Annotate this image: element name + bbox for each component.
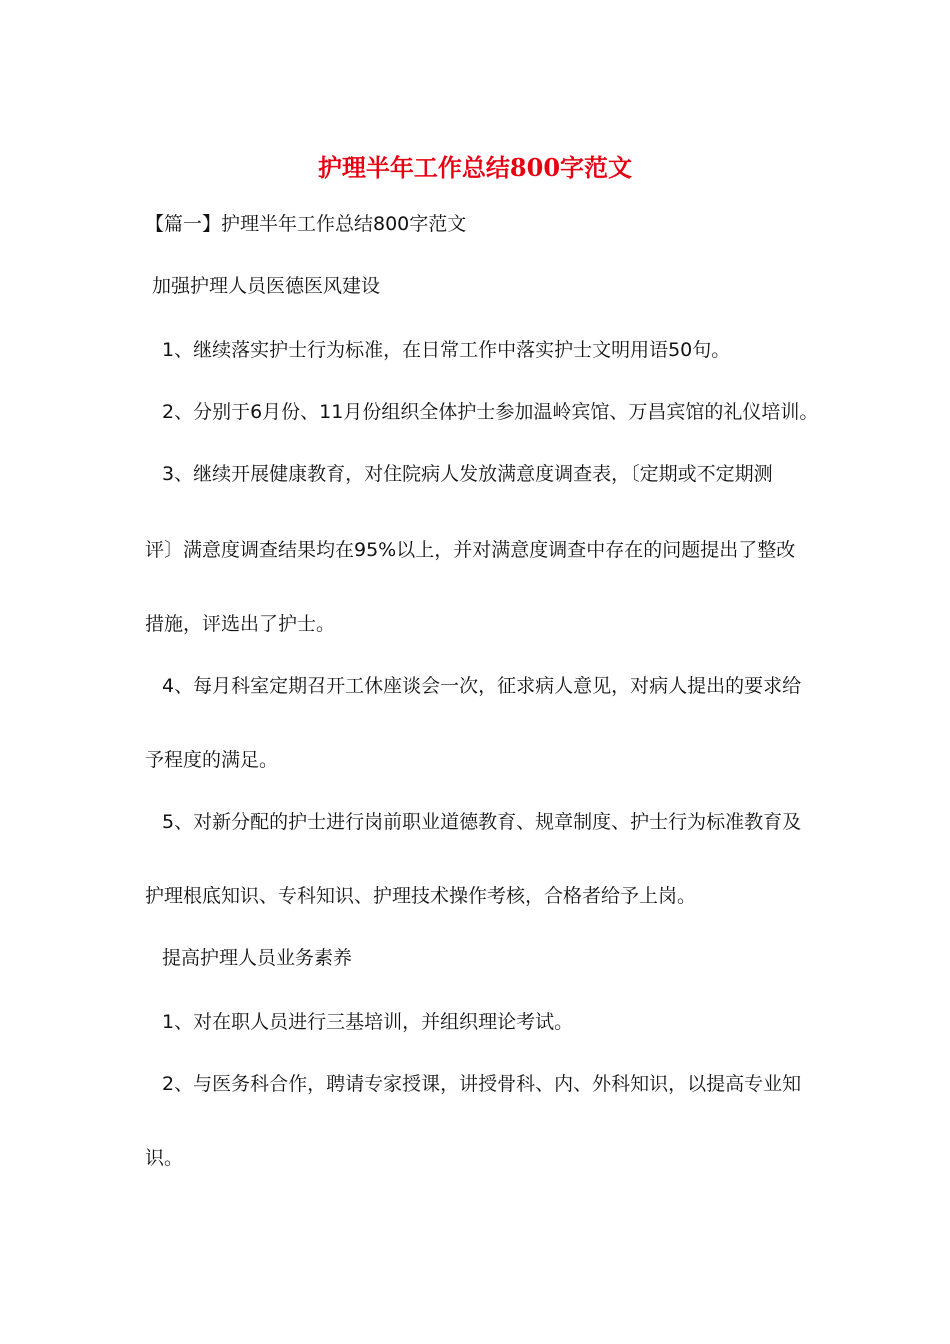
paragraph-continuation: 评〕满意度调查结果均在95%以上，并对满意度调查中存在的问题提出了整改 xyxy=(145,539,796,561)
subheading-ethics: 加强护理人员医德医风建设 xyxy=(152,275,381,297)
section-heading-part-one: 【篇一】护理半年工作总结800字范文 xyxy=(145,213,467,235)
paragraph-item: 2、与医务科合作，聘请专家授课，讲授骨科、内、外科知识，以提高专业知 xyxy=(162,1073,802,1095)
paragraph-continuation: 识。 xyxy=(145,1147,184,1169)
paragraph-item: 1、继续落实护士行为标准，在日常工作中落实护士文明用语50句。 xyxy=(162,339,731,361)
paragraph-item: 5、对新分配的护士进行岗前职业道德教育、规章制度、护士行为标准教育及 xyxy=(162,811,802,833)
paragraph-continuation: 措施，评选出了护士。 xyxy=(145,613,336,635)
paragraph-continuation: 予程度的满足。 xyxy=(145,749,279,771)
paragraph-item: 3、继续开展健康教育，对住院病人发放满意度调查表，〔定期或不定期测 xyxy=(162,463,773,485)
paragraph-item: 4、每月科室定期召开工休座谈会一次，征求病人意见，对病人提出的要求给 xyxy=(162,675,802,697)
paragraph-item: 1、对在职人员进行三基培训，并组织理论考试。 xyxy=(162,1011,574,1033)
document-title: 护理半年工作总结800字范文 xyxy=(317,153,633,182)
subheading-skills: 提高护理人员业务素养 xyxy=(162,947,353,969)
paragraph-continuation: 护理根底知识、专科知识、护理技术操作考核，合格者给予上岗。 xyxy=(145,885,697,907)
paragraph-item: 2、分别于6月份、11月份组织全体护士参加温岭宾馆、万昌宾馆的礼仪培训。 xyxy=(162,401,819,423)
